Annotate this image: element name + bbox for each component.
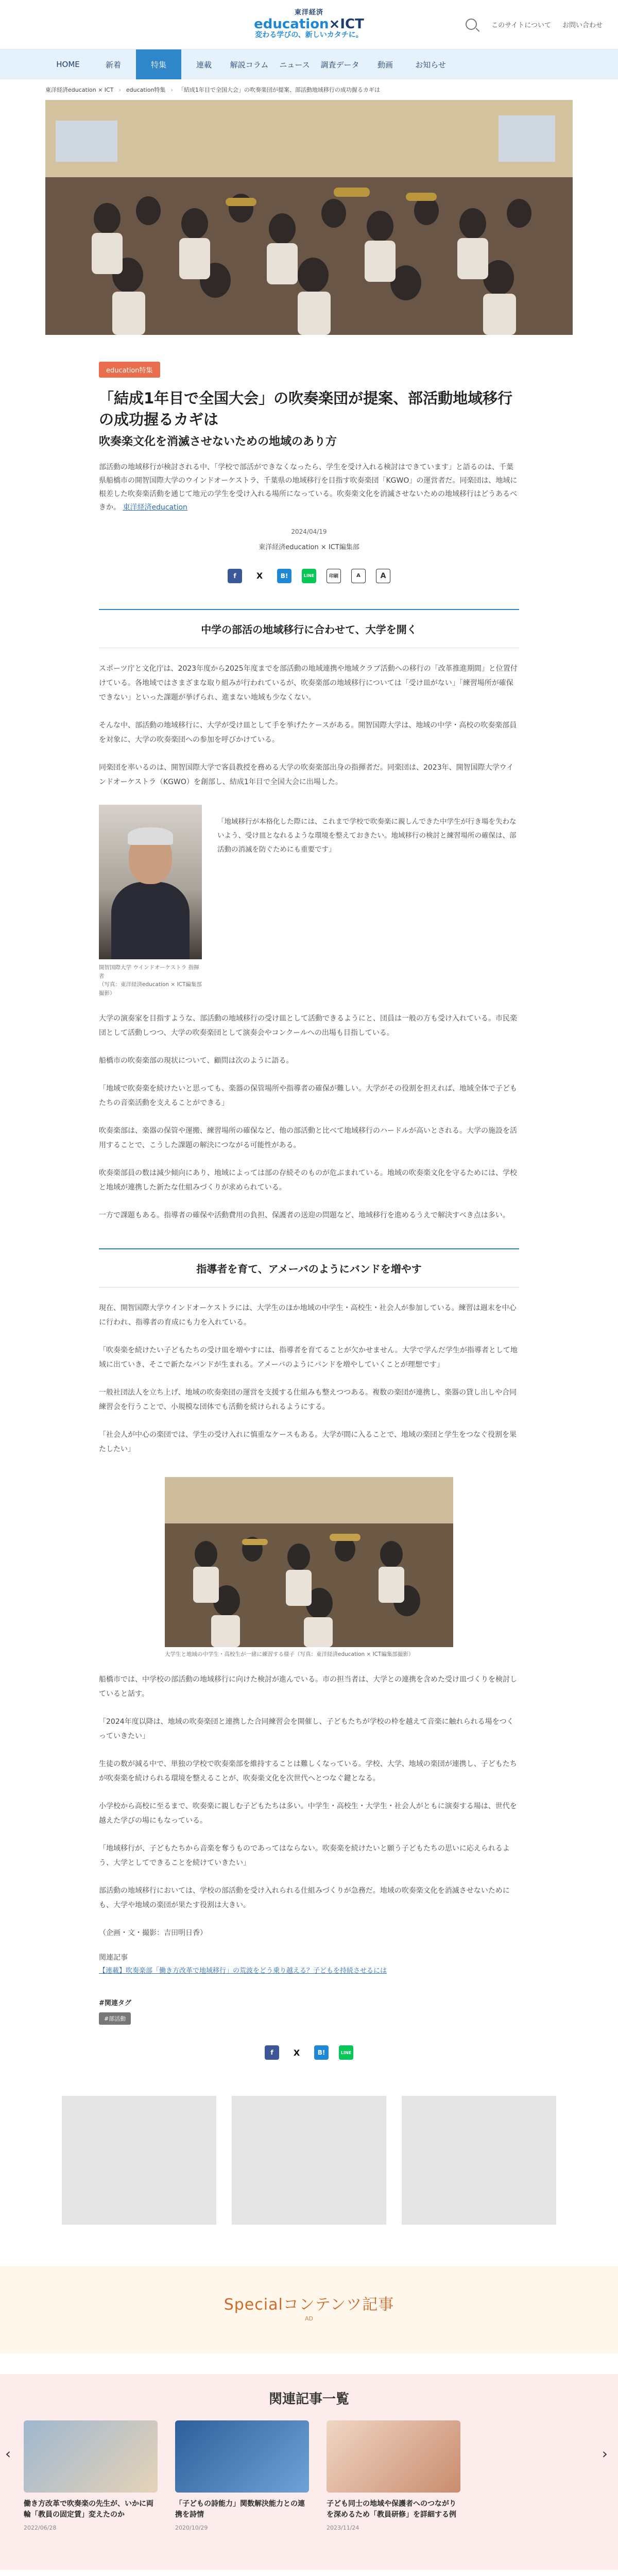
rehearsal-illustration [165,1477,453,1647]
paragraph: 同楽団を率いるのは、開智国際大学で客員教授を務める大学の吹奏楽部出身の指揮者だ。同楽団は、2023年、開智国際大学ウインドオーケストラ（KGWO）を創部し、結成1年目で全国大会に出場した。 [99,763,514,786]
nav-info[interactable]: お知らせ [415,60,446,70]
site-header [0,0,618,49]
publish-date: 2024/04/19 [291,528,327,535]
paragraph: 「吹奏楽を続けたい子どもたちの受け皿を増やすには、指導者を育てることが欠かせません。大学で学んだ学生が指導者として地域に出ていき、そこで新たなバンドが生まれる。アメーバのようにバンドを増やしていくことが理想です」 [99,1346,518,1369]
related-card-image [175,2420,309,2493]
line-icon[interactable]: LINE [339,2045,353,2060]
caption-credit: （写真：東洋経済education × ICT編集部撮影） [99,981,202,997]
chevron-right-icon: › [118,86,121,93]
tags-block [99,1997,519,2025]
header-right [466,19,603,30]
related-label: 関連記事 [99,1953,128,1962]
ad-banner[interactable] [402,2096,556,2225]
hatena-icon[interactable]: B! [277,569,291,583]
hatena-icon[interactable]: B! [314,2045,329,2060]
lead-link[interactable]: 東洋経済education [123,503,187,512]
special-title: Specialコンテンツ記事 [224,2296,394,2314]
font-large-icon[interactable]: A [376,569,390,583]
tags-label: #関連タグ [99,1999,131,2008]
breadcrumb-current: 「結成1年目で全国大会」の吹奏楽団が提案、部活動地域移行の成功握るカギは [178,87,380,93]
site-logo[interactable] [254,9,364,39]
facebook-icon[interactable]: f [228,569,242,583]
interviewee-block [99,805,519,998]
interviewee-photo-wrap [99,805,202,998]
related-card[interactable] [24,2420,158,2531]
lead-text: 部活動の地域移行が検討される中、「学校で部活ができなくなったら、学生を受け入れる検討はできています」と語るのは、千葉県船橋市の開智国際大学のウインドオーケストラ、千葉県の地域移行を目指す吹奏楽団「KGWO」の運営者だ。同楽団は、地域に根差した吹奏楽活動を通じて地元の学生を受け入れる場所になっている。吹奏楽文化を消滅させないための地域移行はどうあるべきか。 [99,463,518,512]
article-credit: （企画・文・撮影：吉田明日香） [99,1928,207,1937]
section-heading-2: 指導者を育て、アメーバのようにバンドを増やす [99,1248,519,1287]
ad-banners [0,2096,618,2225]
chevron-right-icon: › [170,86,173,93]
related-card-date: 2020/10/29 [175,2524,208,2532]
related-card[interactable] [175,2420,309,2531]
author-name: 東洋経済education × ICT編集部 [259,543,359,551]
paragraph: 「地域移行が、子どもたちから音楽を奪うものであってはならない。吹奏楽を続けたいと願う子どもたちの思いに応えられるよう、大学としてできることを続けていきたい」 [99,1844,510,1867]
article-subtitle: 吹奏楽文化を消滅させないための地域のあり方 [99,435,337,449]
paragraph: 「2024年度以降は、地域の吹奏楽団と連携した合同練習会を開催し、子どもたちが学校の枠を越えて音楽に触れられる場をつくっていきたい」 [99,1717,514,1740]
paragraph: 一般社団法人を立ち上げ、地域の吹奏楽団の運営を支援する仕組みも整えつつある。複数の楽団が連携し、楽器の貸し出しや合同練習会を行うことで、小規模な団体でも活動を続けられるようにする。 [99,1388,517,1411]
related-card-title: 働き方改革で吹奏楽の先生が、いかに両輪「教員の固定賃」変えたのか [24,2500,153,2519]
nav-news[interactable]: ニュース [279,60,310,70]
related-articles-carousel [0,2420,618,2570]
x-icon[interactable]: X [289,2045,304,2060]
nav-home[interactable]: HOME [56,60,80,69]
logo-tagline: 変わる学びの、新しいカタチに。 [255,31,363,40]
special-contents [0,2266,618,2353]
article-title: 「結成1年目で全国大会」の吹奏楽団が提案、部活動地域移行の成功握るカギは [99,389,513,428]
share-buttons-bottom [99,2045,519,2060]
paragraph: 小学校から高校に至るまで、吹奏楽に親しむ子どもたちは多い。中学生・高校生・大学生・社会人がともに演奏する場は、世代を越えた学びの場にもなっている。 [99,1802,517,1825]
interviewee-quote: 「地域移行が本格化した際には、これまで学校で吹奏楽に親しんできた中学生が行き場を失わないよう、受け皿となれるような環境を整えておきたい。地域移行の検討と練習場所の確保は、部活動の消滅を防ぐためにも重要です」 [217,817,517,854]
related-card-date: 2022/06/28 [24,2524,57,2532]
paragraph: 「地域で吹奏楽を続けたいと思っても、楽器の保管場所や指導者の確保が難しい。大学がその役割を担えれば、地域全体で子どもたちの音楽活動を支えることができる」 [99,1084,517,1107]
next-arrow-icon[interactable]: › [602,2445,608,2463]
paragraph: 現在、開智国際大学ウインドオーケストラには、大学生のほか地域の中学生・高校生・社会人が参加している。練習は週末を中心に行われ、指導者の育成にも力を入れている。 [99,1303,517,1327]
section-heading-1: 中学の部活の地域移行に合わせて、大学を開く [99,609,519,648]
share-buttons [99,569,519,583]
rehearsal-photo [165,1477,453,1647]
related-card-title: 「子どもの詩能力」関数解決能力との連携を詩情 [175,2500,305,2519]
caption-text: 開智国際大学 ウインドオーケストラ 指揮者 [99,964,199,979]
paragraph: そんな中、部活動の地域移行に、大学が受け皿として手を挙げたケースがある。開智国際大学は、地域の中学・高校の吹奏楽部員を対象に、大学の吹奏楽団への参加を呼びかけている。 [99,721,517,744]
related-card-date: 2023/11/24 [327,2524,359,2532]
related-card-title: 子ども同士の地域や保護者へのつながりを深めるため「教員研修」を詳細する例 [327,2500,456,2519]
paragraph: 一方で課題もある。指導者の確保や活動費用の負担、保護者の送迎の問題など、地域移行を進めるうえで解決すべき点は多い。 [99,1211,510,1219]
facebook-icon[interactable]: f [265,2045,279,2060]
breadcrumb-home[interactable]: 東洋経済education × ICT [45,87,114,93]
related-articles-title: 関連記事一覧 [0,2374,618,2420]
related-card-image [327,2420,460,2493]
ad-banner[interactable] [232,2096,386,2225]
ad-banner[interactable] [62,2096,216,2225]
prev-arrow-icon[interactable]: ‹ [5,2445,11,2463]
paragraph: 「社会人が中心の楽団では、学生の受け入れに慎重なケースもある。大学が間に入ることで、地域の楽団と学生をつなぐ役割を果たしたい」 [99,1430,517,1453]
paragraph: スポーツ庁と文化庁は、2023年度から2025年度までを部活動の地域連携や地域クラブ活動への移行の「改革推進期間」と位置付けている。各地域ではさまざまな取り組みが行われているが、吹奏楽部の地域移行については「受け皿がない」「練習場所が確保できない」といった課題が挙げられ、進まない地域も少なくない。 [99,664,518,702]
article-lead [99,461,519,515]
logo-main-a: education [254,16,329,32]
photo-caption [99,963,202,998]
paragraph: 吹奏楽部は、楽器の保管や運搬、練習場所の確保など、他の部活動と比べて地域移行のハードルが高いとされる。大学の施設を活用することで、こうした課題の解決につながる可能性がある。 [99,1126,517,1149]
paragraph: 大学の演奏家を目指すような、部活動の地域移行の受け皿として活動できるようにと、団員は一般の方も受け入れている。市民楽団として活動しつつ、大学の吹奏楽団として演奏会やコンクールへの出場も目指している。 [99,1014,517,1037]
paragraph: 生徒の数が減る中で、単独の学校で吹奏楽部を維持することは難しくなっている。学校、大学、地域の楽団が連携し、子どもたちが吹奏楽を続けられる環境を整えることが、吹奏楽文化を次世代へとつなぐ鍵となる。 [99,1759,517,1783]
interviewee-photo [99,805,202,959]
nav-data[interactable]: 調査データ [320,60,359,70]
print-icon[interactable]: 印刷 [327,569,341,583]
nav-video[interactable]: 動画 [377,60,393,70]
font-small-icon[interactable]: A [351,569,366,583]
breadcrumb-category[interactable]: education特集 [126,87,166,93]
category-badge[interactable]: education特集 [99,362,160,378]
related-card-image [24,2420,158,2493]
line-icon[interactable]: LINE [302,569,316,583]
logo-line1: 東洋経済 [294,9,323,17]
global-nav [0,49,618,79]
paragraph: 吹奏楽部員の数は減少傾向にあり、地域によっては部の存続そのものが危ぶまれている。地域の吹奏楽文化を守るためには、学校と地域が連携した新たな仕組みづくりが求められている。 [99,1168,517,1192]
tag-item[interactable]: #部活動 [99,2012,131,2025]
related-card[interactable] [327,2420,460,2531]
paragraph: 船橋市の吹奏楽部の現状について、顧問は次のように語る。 [99,1056,294,1065]
nav-new[interactable]: 新着 [105,60,121,70]
about-link[interactable]: このサイトについて [491,21,551,29]
hero-band-illustration [45,100,573,335]
breadcrumb [0,79,618,100]
hero-image [45,100,573,335]
nav-series[interactable]: 連載 [196,60,212,70]
related-article-link[interactable]: 【連載】吹奏楽部「働き方改革で地域移行」の荒波をどう乗り越える？子どもを持続させるには [99,1967,387,1975]
nav-feature[interactable]: 特集 [136,49,181,79]
logo-main-b: ×ICT [329,16,364,32]
photo2-caption: 大学生と地域の中学生・高校生が一緒に練習する様子（写真：東洋経済education × ICT編集部撮影） [165,1651,414,1657]
paragraph: 部活動の地域移行においては、学校の部活動を受け入れられる仕組みづくりが急務だ。地域の吹奏楽文化を消滅させないためにも、大学や地域の楽団が果たす役割は大きい。 [99,1886,510,1909]
nav-column[interactable]: 解説コラム [230,60,269,70]
contact-link[interactable]: お問い合わせ [562,21,603,29]
paragraph: 船橋市では、中学校の部活動の地域移行に向けた検討が進んでいる。市の担当者は、大学との連携を含めた受け皿づくりを検討していると話す。 [99,1675,517,1698]
logo-main [254,17,364,32]
x-icon[interactable]: X [252,569,267,583]
special-sub: AD [305,2315,313,2323]
search-icon[interactable] [466,19,477,30]
article [99,335,519,2060]
